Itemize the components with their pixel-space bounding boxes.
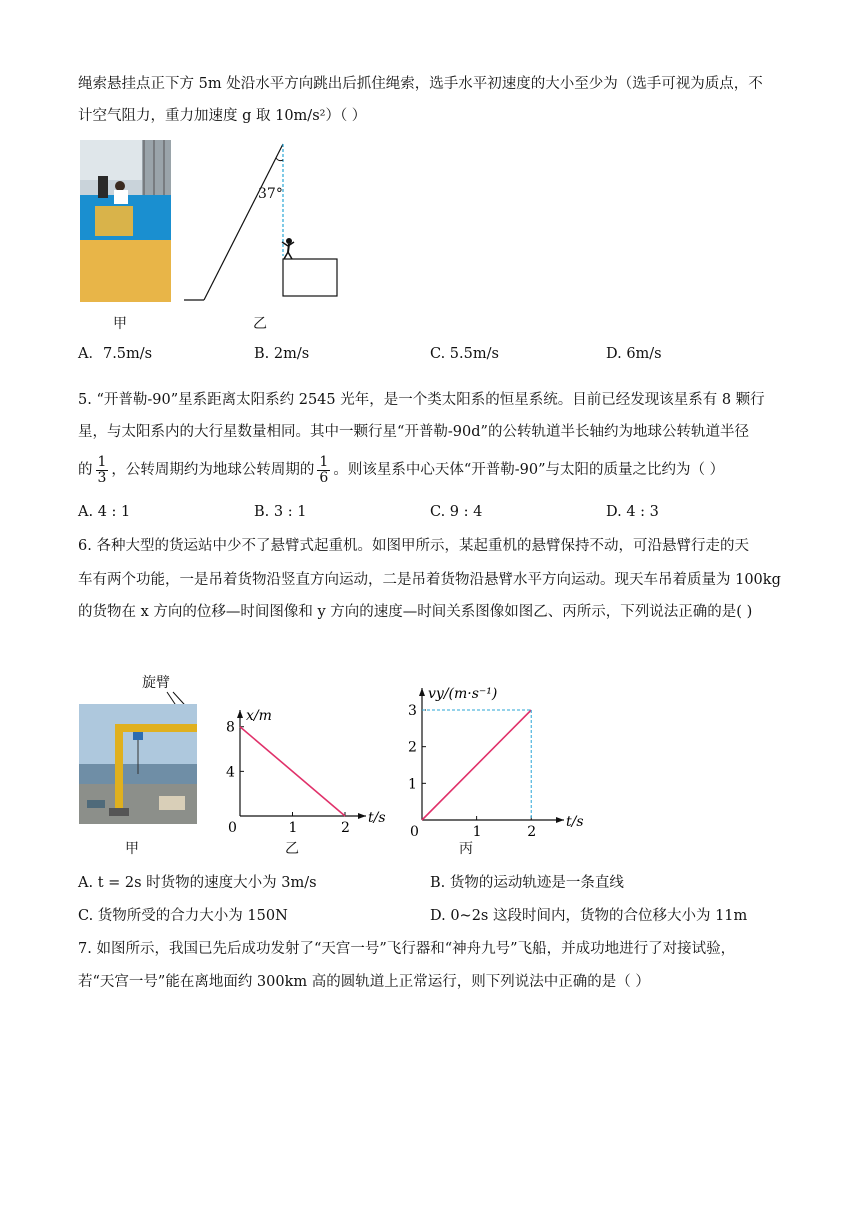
graph-xt-ytick-label-4: 4 xyxy=(226,764,235,781)
graph-xt-xtick-label-1: 1 xyxy=(288,820,298,836)
graph-vt-ytick-label-1: 1 xyxy=(408,776,417,793)
graph-vt-ylabel: vy/(m·s⁻¹) xyxy=(428,686,498,702)
q6-option-b[interactable]: B. 货物的运动轨迹是一条直线 xyxy=(430,875,624,891)
q5-option-c[interactable]: C. 9 : 4 xyxy=(430,504,483,520)
q4-option-c[interactable]: C. 5.5m/s xyxy=(430,346,499,362)
q6-text-line2: 车有两个功能，一是吊着货物沿竖直方向运动，二是吊着货物沿悬臂水平方向运动。现天车吊着质量为 100kg xyxy=(78,572,781,588)
graph-xt-xlabel: t/s xyxy=(368,810,386,826)
q5-option-b[interactable]: B. 3 : 1 xyxy=(254,504,307,520)
graph-vt-y-arrow xyxy=(419,688,425,696)
q6-text-line3: 的货物在 x 方向的位移—时间图像和 y 方向的速度—时间关系图像如图乙、丙所示，下列说法正确的是( ) xyxy=(78,604,753,620)
q4-person-figure xyxy=(282,238,294,259)
graph-vt-x-arrow xyxy=(556,817,564,823)
q4-option-b[interactable]: B. 2m/s xyxy=(254,346,310,362)
q6-fig-label-c: 丙 xyxy=(459,841,473,857)
q6-text-line1: 6. 各种大型的货运站中少不了悬臂式起重机。如图甲所示，某起重机的悬臂保持不动，可沿悬臂行走的天 xyxy=(78,538,749,554)
graph-vt-ytick-label-3: 3 xyxy=(408,703,417,719)
q4-photo-jumper xyxy=(80,140,171,302)
q6-graph-x-t xyxy=(222,700,392,836)
q4-option-d[interactable]: D. 6m/s xyxy=(606,346,662,362)
q6-graph-vy-t-svg xyxy=(398,680,588,840)
q6-fig-label-b: 乙 xyxy=(285,841,299,857)
graph-vt-series-line xyxy=(422,710,531,820)
graph-vt-ytick-label-2: 2 xyxy=(408,739,417,756)
graph-xt-ytick-label-8: 8 xyxy=(226,719,235,736)
q4-diagram-rope xyxy=(180,138,350,303)
graph-vt-xtick-label-1: 1 xyxy=(472,824,482,840)
q5-line3-part2: ，公转周期约为地球公转周期的 xyxy=(111,462,315,478)
graph-vt-xlabel: t/s xyxy=(566,814,584,830)
q6-graph-x-t-svg xyxy=(222,700,392,836)
graph-xt-xtick-label-0: 0 xyxy=(228,820,237,836)
q4-angle-label: 37° xyxy=(258,186,283,202)
q4-text-line2: 计空气阻力，重力加速度 g 取 10m/s²）（ ） xyxy=(78,108,367,124)
q4-fig-label-right: 乙 xyxy=(253,316,267,332)
q4-fig-label-left: 甲 xyxy=(113,316,127,332)
q6-option-d[interactable]: D. 0~2s 这段时间内，货物的合位移大小为 11m xyxy=(430,908,748,924)
q4-option-a[interactable]: A．7.5m/s xyxy=(78,346,153,362)
q6-photo-label: 旋臂 xyxy=(142,675,170,691)
q7-text-line1: 7. 如图所示，我国已先后成功发射了“天宫一号”飞行器和“神舟九号”飞船，并成功地进行了对接试验， xyxy=(78,941,736,957)
graph-xt-ylabel: x/m xyxy=(246,708,272,724)
graph-xt-series-line xyxy=(240,727,345,816)
graph-xt-y-arrow xyxy=(237,710,243,718)
q5-line3-part1: 的 xyxy=(78,462,93,478)
q5-fraction-one-sixth: $\frac{1}{6}$ xyxy=(319,453,329,486)
q6-graph-vy-t xyxy=(398,680,588,840)
q4-text-line1: 绳索悬挂点正下方 5m 处沿水平方向跳出后抓住绳索，选手水平初速度的大小至少为（选手可视为质点，不 xyxy=(78,76,763,92)
q5-fraction-one-third: $\frac{1}{3}$ xyxy=(97,453,107,486)
graph-xt-xtick-label-2: 2 xyxy=(341,820,350,836)
q5-option-d[interactable]: D. 4 : 3 xyxy=(606,504,659,520)
q6-option-a[interactable]: A. t = 2s 时货物的速度大小为 3m/s xyxy=(78,875,317,891)
q5-text-line3 xyxy=(78,454,724,486)
q4-platform-box xyxy=(283,259,337,296)
q6-photo-crane xyxy=(79,704,197,824)
q6-fig-label-a: 甲 xyxy=(125,841,139,857)
q6-option-c[interactable]: C. 货物所受的合力大小为 150N xyxy=(78,908,288,924)
graph-vt-xtick-label-0: 0 xyxy=(410,824,419,840)
q5-option-a[interactable]: A. 4 : 1 xyxy=(78,504,131,520)
q7-text-line2: 若“天宫一号”能在离地面约 300km 高的圆轨道上正常运行，则下列说法中正确的是（ ） xyxy=(78,974,650,990)
q5-line3-part3: 。则该星系中心天体“开普勒-90”与太阳的质量之比约为（ ） xyxy=(333,462,725,478)
graph-vt-xtick-label-2: 2 xyxy=(527,824,537,840)
q5-text-line1: 5. “开普勒-90”星系距离太阳系约 2545 光年，是一个类太阳系的恒星系统。目前已经发现该星系有 8 颗行 xyxy=(78,392,765,408)
graph-xt-x-arrow xyxy=(358,813,366,819)
q5-text-line2: 星，与太阳系内的大行星数量相同。其中一颗行星“开普勒-90d”的公转轨道半长轴约为地球公转轨道半径 xyxy=(78,424,749,440)
